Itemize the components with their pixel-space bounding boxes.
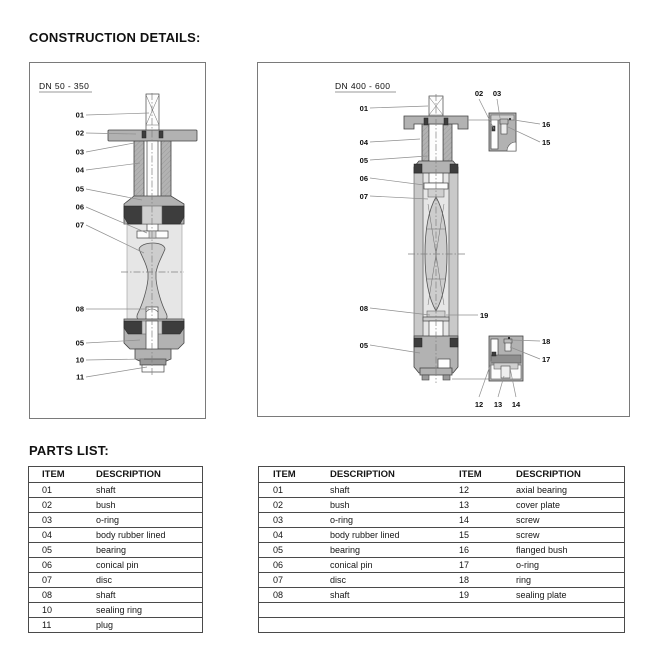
parts-table [29,467,202,632]
table-cell: 11 [29,618,84,633]
table-row [259,528,624,543]
table-cell: conical pin [316,558,445,573]
detail-view-bottom [489,336,523,381]
table-row [29,498,202,513]
table-cell: shaft [84,483,202,498]
bush-mark [424,118,428,125]
top-flange [108,130,197,141]
upper-shaft [146,94,159,131]
left-label-08: 08 [75,304,84,314]
right-label-03: 03 [492,89,502,98]
table-cell: 01 [259,483,316,498]
right-label-04: 04 [359,138,368,147]
construction-details-heading: CONSTRUCTION DETAILS: [29,30,201,45]
right-label-17: 17 [542,355,551,364]
table-cell: axial bearing [502,483,624,498]
table-row [259,558,624,573]
valve-cross-section [404,94,489,383]
right-label-05: 05 [359,156,368,165]
column-header: ITEM [42,469,65,480]
table-cell [502,618,624,633]
plug [142,365,164,372]
table-cell: o-ring [502,558,624,573]
right-label-02: 02 [474,89,484,98]
o-ring-mark-right [159,131,163,138]
right-label-14: 14 [511,400,521,409]
table-cell: 19 [445,588,502,603]
table-cell: 08 [259,588,316,603]
table-row [259,483,624,498]
table-row [259,588,624,603]
table-cell [445,618,502,633]
table-cell: 07 [259,573,316,588]
table-cell: 02 [29,498,84,513]
table-cell: 16 [445,543,502,558]
table-cell: bearing [316,543,445,558]
table-cell: 05 [259,543,316,558]
table-cell: o-ring [84,513,202,528]
diagram-dn400-600 [257,62,630,417]
valve-drawing-dn400-600 [258,63,629,416]
column-header: ITEM [273,469,296,480]
body-neck-right [443,124,452,161]
right-label-15: 15 [542,138,551,147]
detail-view-top [489,113,516,151]
table-cell: 13 [445,498,502,513]
header-row [29,467,202,483]
sealing-ring [140,359,166,365]
left-label-07: 07 [75,220,84,230]
table-cell: body rubber lined [84,528,202,543]
body-wall-left [414,173,423,336]
column-header: DESCRIPTION [330,469,395,480]
table-row [259,573,624,588]
table-cell: screw [502,513,624,528]
diagram-title: DN 50 - 350 [39,81,90,91]
table-cell: 03 [29,513,84,528]
table-row [29,528,202,543]
right-label-16: 16 [542,120,551,129]
upper-seal-right [450,164,458,173]
table-row [259,513,624,528]
right-label-18: 18 [542,337,551,346]
table-cell: 04 [29,528,84,543]
table-cell: conical pin [84,558,202,573]
left-label-10: 10 [75,355,84,365]
table-cell: screw [502,528,624,543]
left-label-02: 02 [75,128,84,138]
table-cell: 03 [259,513,316,528]
left-label-05: 05 [75,184,84,194]
diagram-dn50-350 [29,62,206,419]
table-row [259,498,624,513]
column-header: ITEM [459,469,482,480]
left-label-05b: 05 [75,338,84,348]
parts-table-dn50-350 [28,466,203,633]
left-label-06: 06 [75,202,84,212]
table-cell [316,603,445,618]
table-row [29,483,202,498]
table-cell [259,603,316,618]
table-cell: 12 [445,483,502,498]
valve-cross-section [108,93,197,376]
table-cell: 01 [29,483,84,498]
table-cell: shaft [316,588,445,603]
right-label-13: 13 [493,400,503,409]
o-ring-mark [444,118,448,125]
table-row [29,603,202,618]
header-row [259,467,624,483]
table-row [259,618,624,633]
table-row [29,558,202,573]
diagram-title: DN 400 - 600 [335,81,391,91]
right-label-06: 06 [359,174,368,183]
table-row [259,603,624,618]
left-label-03: 03 [75,147,84,157]
table-cell: 14 [445,513,502,528]
o-ring-mark-left [142,131,146,138]
table-cell: sealing plate [502,588,624,603]
table-cell: body rubber lined [316,528,445,543]
right-label-05b: 05 [359,341,368,350]
table-cell [259,618,316,633]
table-cell: 07 [29,573,84,588]
table-cell: 02 [259,498,316,513]
table-cell [502,603,624,618]
right-label-12: 12 [474,400,484,409]
body-neck-right [161,140,171,197]
right-label-07: 07 [359,192,368,201]
table-cell [316,618,445,633]
table-row [29,543,202,558]
right-label-19: 19 [480,311,489,320]
table-cell: shaft [316,483,445,498]
table-cell: 10 [29,603,84,618]
table-cell: 05 [29,543,84,558]
table-row [29,618,202,633]
conical-pin [137,231,168,238]
table-cell: 06 [259,558,316,573]
table-cell: disc [84,573,202,588]
table-row [259,543,624,558]
parts-list-heading: PARTS LIST: [29,443,109,458]
table-cell: flanged bush [502,543,624,558]
right-label-01: 01 [359,104,368,113]
part-reference-labels [76,111,85,382]
table-cell: 06 [29,558,84,573]
left-label-04: 04 [75,165,84,175]
table-row [29,588,202,603]
body-neck-left [422,124,429,161]
table-cell: 15 [445,528,502,543]
table-cell: bearing [84,543,202,558]
table-cell: cover plate [502,498,624,513]
column-header: DESCRIPTION [516,469,581,480]
table-cell: sealing ring [84,603,202,618]
table-cell [445,603,502,618]
left-label-01: 01 [75,110,84,120]
table-cell: bush [84,498,202,513]
table-cell: 17 [445,558,502,573]
table-row [29,573,202,588]
table-cell: bush [316,498,445,513]
body-neck-left [134,140,144,197]
table-cell: shaft [84,588,202,603]
table-cell: plug [84,618,202,633]
valve-drawing-dn50-350 [30,63,205,418]
table-cell: 08 [29,588,84,603]
right-label-08: 08 [359,304,368,313]
upper-bearing-block [124,196,184,224]
parts-table [259,467,624,632]
table-cell: disc [316,573,445,588]
parts-table-dn400-600 [258,466,625,633]
column-header: DESCRIPTION [96,469,161,480]
table-cell: ring [502,573,624,588]
table-cell: 18 [445,573,502,588]
table-cell: 04 [259,528,316,543]
body-wall-right [449,173,458,336]
left-label-11: 11 [76,372,84,382]
upper-seal-left [414,164,422,173]
table-row [29,513,202,528]
table-cell: o-ring [316,513,445,528]
